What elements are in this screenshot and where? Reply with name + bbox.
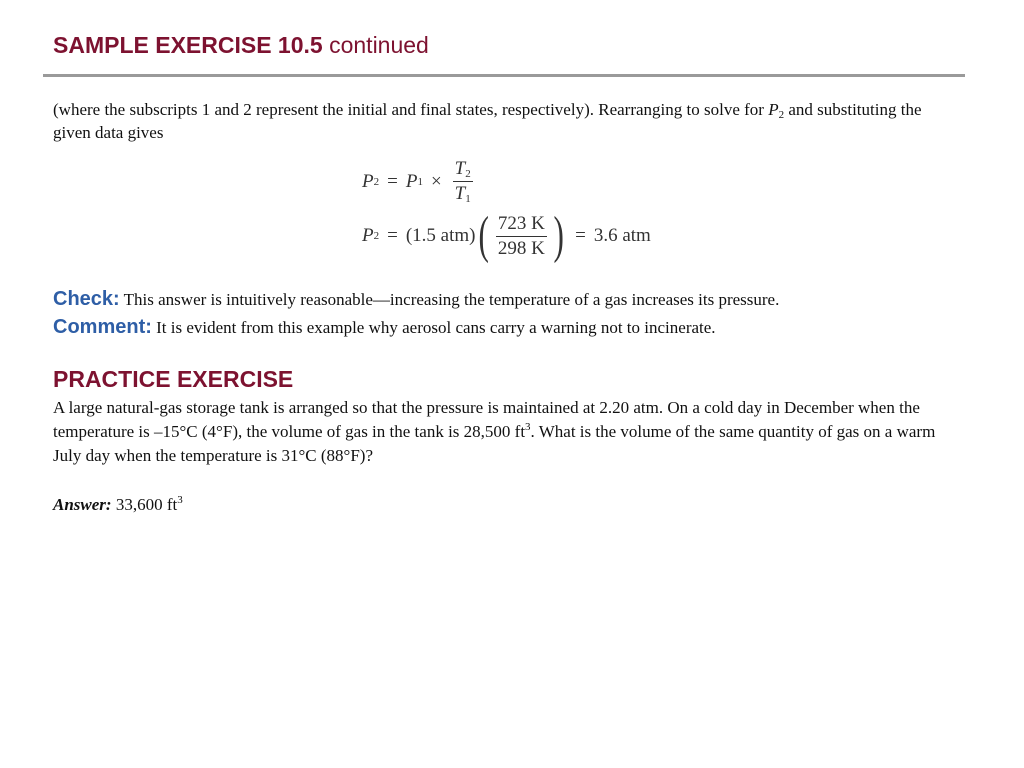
answer-line [53,493,958,516]
intro-text-start: (where the subscripts 1 and 2 represent the initial and final states, respectively). Rearranging to solve for [53,100,769,119]
equation-2: P 2 = (1.5 atm) ( $\frac{723 K}{298 K}$ ) = 3.6 atm [362,207,651,264]
eq1-numerator-sub: 2 [465,168,471,180]
eq1-lhs: P [362,170,374,192]
title-divider [43,74,965,77]
eq2-factor: (1.5 atm) [405,225,476,246]
eq2-denominator: 298 K [497,237,545,259]
eq2-open-paren: ( [478,207,490,264]
slide-title [53,32,429,59]
comment-paragraph [53,316,958,339]
practice-superscript: 3 [525,421,531,433]
check-label: Check: [53,288,120,310]
intro-variable-subscript: 2 [778,109,785,121]
intro-paragraph [53,98,958,144]
eq1-denominator: T [454,183,466,204]
eq2-lhs: P [362,225,374,246]
eq1-p1: P [405,170,418,192]
practice-heading: PRACTICE EXERCISE [53,366,294,392]
answer-value: 33,600 ft [115,495,178,514]
eq2-result: 3.6 atm [593,225,651,246]
comment-label: Comment: [53,316,152,338]
check-paragraph [53,288,958,311]
intro-text-end: and substituting the given data gives [53,100,922,142]
eq2-equals-result: = [575,225,586,246]
eq1-fraction [453,158,473,205]
practice-text-start: A large natural-gas storage tank is arranged so that the pressure is maintained at 2.20 atm. On a cold day in December when the temperature is –15°C (4°F), the volume of gas in the tank is 28,500 ft [53,398,920,441]
intro-variable: P [768,100,779,119]
eq2-close-paren: ) [553,207,564,264]
practice-paragraph [53,396,958,468]
eq1-numerator: T [454,158,466,179]
eq2-fraction [496,213,547,260]
eq1-denominator-sub: 1 [465,193,471,205]
check-text: This answer is intuitively reasonable—increasing the temperature of a gas increases its pressure. [123,290,780,309]
practice-text-end: . What is the volume of the same quantity of gas on a warm July day when the temperature is 31°C (88°F)? [53,422,936,465]
comment-text: It is evident from this example why aerosol cans carry a warning not to incinerate. [156,318,716,337]
answer-label: Answer: [53,495,112,514]
eq2-equals: = [387,225,398,246]
slide-title-continued: continued [329,32,429,58]
eq2-numerator: 723 K [496,213,547,237]
eq1-times: × [430,170,442,192]
answer-superscript: 3 [177,494,183,506]
eq1-equals: = [387,170,398,192]
slide-title-main: SAMPLE EXERCISE 10.5 [53,32,323,58]
equation-1: P 2 = P 1 × $\frac{T_2}{T_1}$ [362,158,471,205]
